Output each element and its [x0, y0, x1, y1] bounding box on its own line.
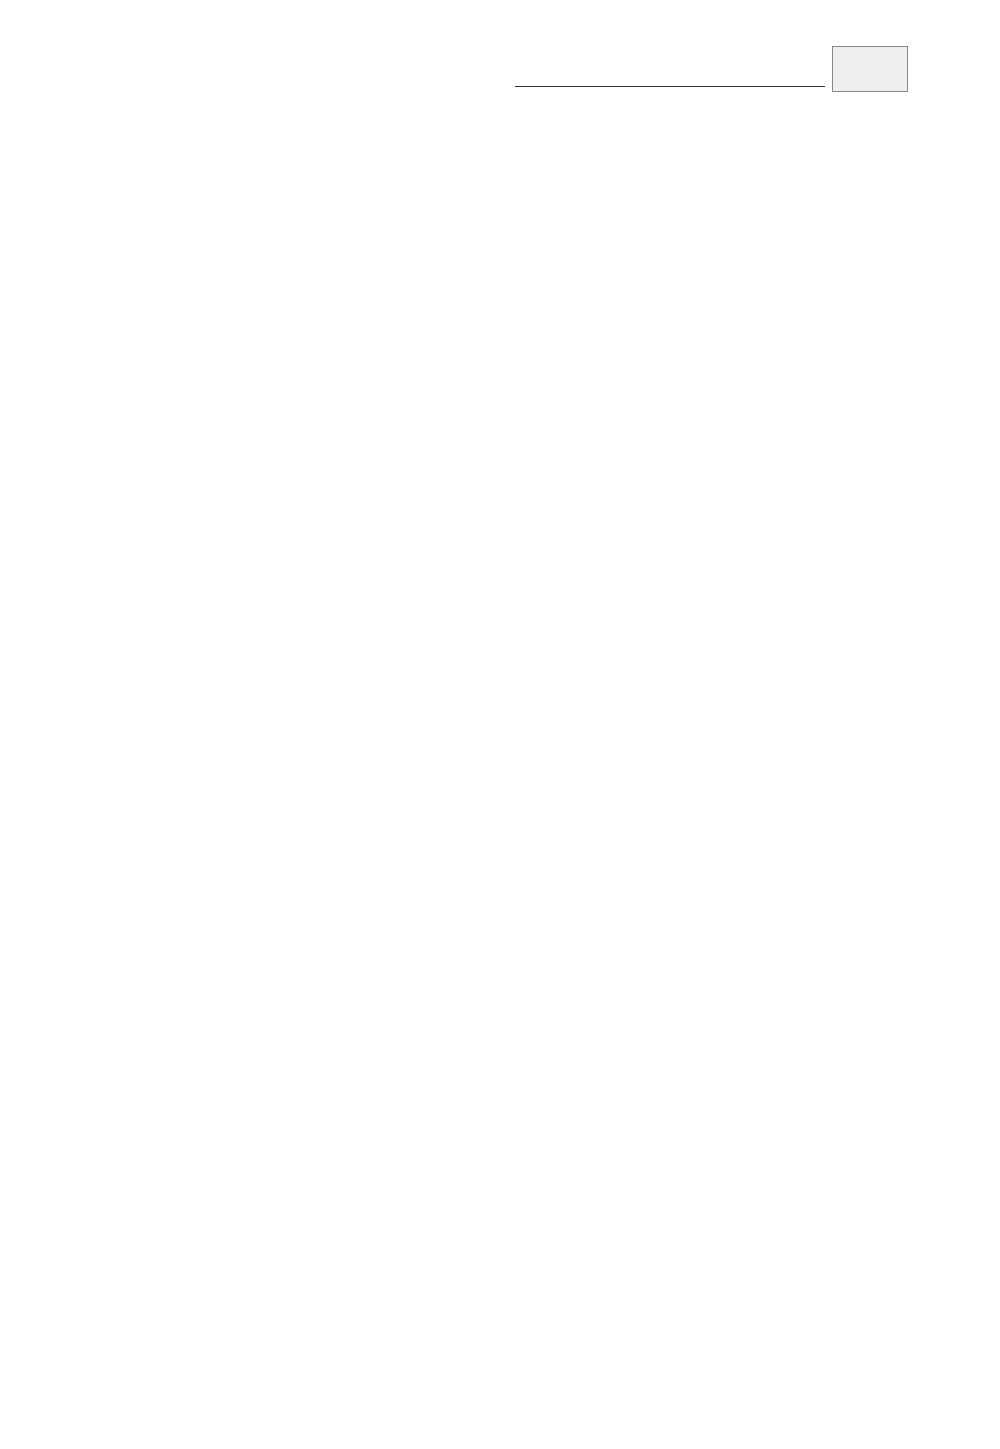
- watermark: [812, 1382, 962, 1440]
- header-rule: [515, 86, 825, 87]
- series-logo: [832, 46, 908, 92]
